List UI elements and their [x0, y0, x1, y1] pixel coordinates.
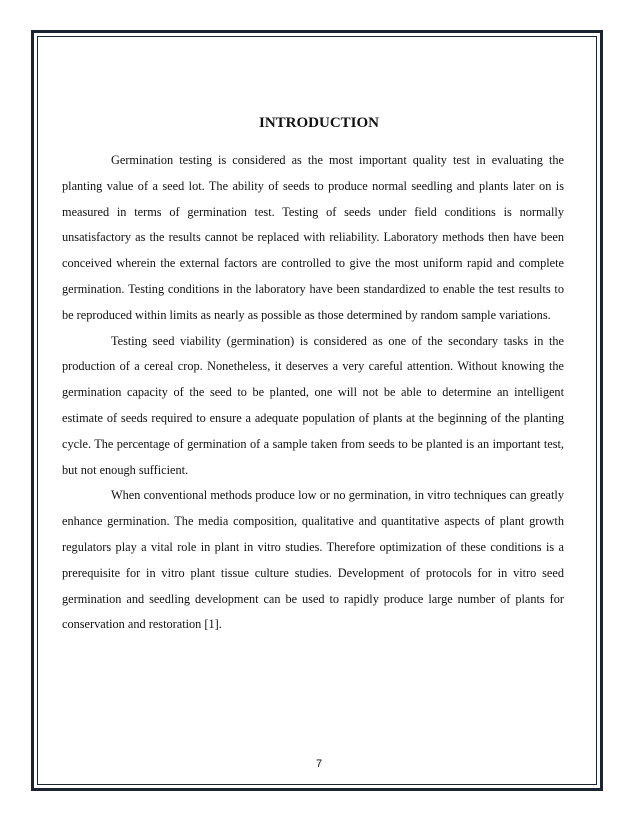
section-title: INTRODUCTION — [258, 115, 379, 131]
body-text — [62, 148, 564, 638]
page-number: 7 — [315, 758, 323, 770]
paragraph-3: When conventional methods produce low or no germination, in vitro techniques can greatly enhance germination. The media composition, qualitative and quantitative aspects of plant growth regulators play a vital role in plant in vitro studies. Therefore optimization of these conditions is a prerequisite for in vitro plant tissue culture studies. Development of protocols for in vitro seed germination and seedling development can be used to rapidly produce large number of plants for conservation and restoration [1]. — [62, 488, 564, 632]
paragraph-1: Germination testing is considered as the most important quality test in evaluating the planting value of a seed lot. The ability of seeds to produce normal seedling and plants later on is measured in terms of germination test. Testing of seeds under field conditions is normally unsatisfactory as the results cannot be replaced with reliability. Laboratory methods then have been conceived wherein the external factors are controlled to give the most uniform rapid and complete germination. Testing conditions in the laboratory have been standardized to enable the test results to be reproduced within limits as nearly as possible as those determined by random sample variations. — [62, 153, 564, 322]
paragraph-2: Testing seed viability (germination) is considered as one of the secondary tasks in the production of a cereal crop. Nonetheless, it deserves a very careful attention. Without knowing the germination capacity of the seed to be planted, one will not be able to determine an intelligent estimate of seeds required to ensure a adequate population of plants at the beginning of the planting cycle. The percentage of germination of a sample taken from seeds to be planted is an important test, but not enough sufficient. — [62, 333, 564, 477]
